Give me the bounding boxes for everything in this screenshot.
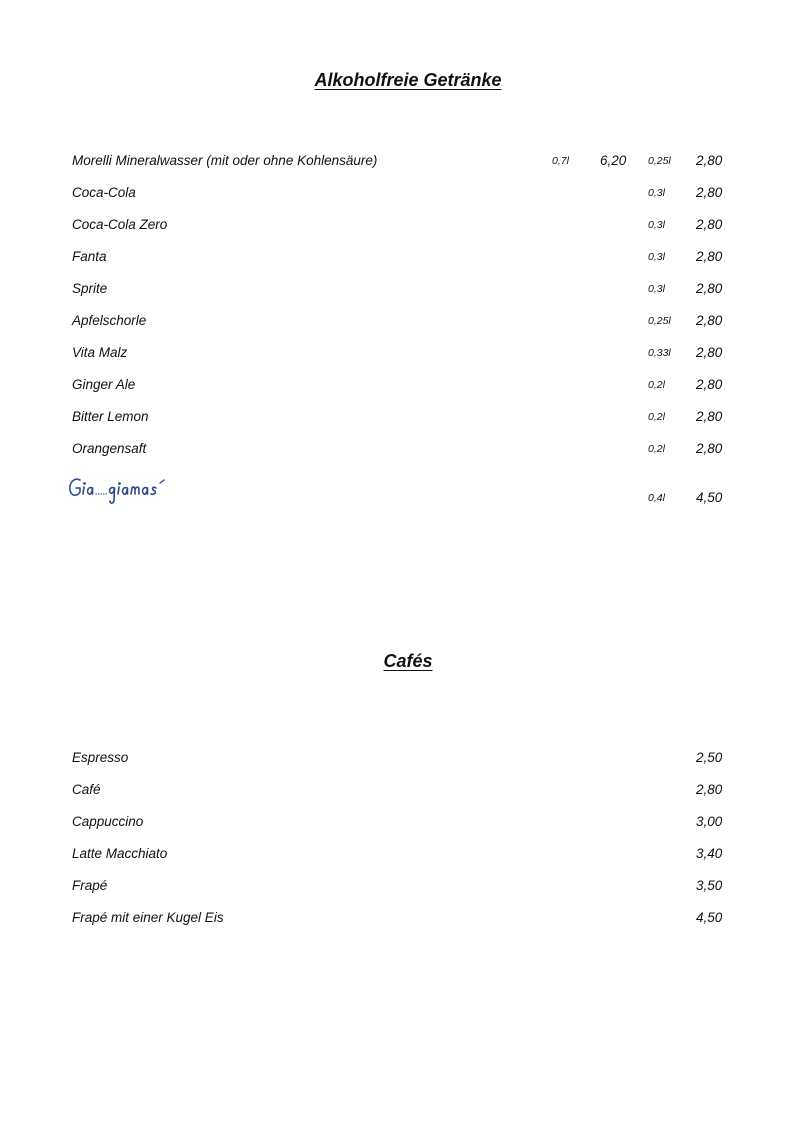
- menu-item-volume: 0,3l: [648, 283, 665, 295]
- menu-item-price: 4,50: [696, 490, 723, 505]
- menu-item-volume: 0,25l: [648, 315, 671, 327]
- menu-item-price: 2,80: [696, 345, 723, 360]
- section-title-alkoholfreie-getraenke: Alkoholfreie Getränke: [314, 70, 502, 90]
- menu-item-price: 2,80: [696, 185, 723, 200]
- menu-item-row: [72, 782, 732, 802]
- menu-item-row: [72, 153, 732, 173]
- menu-item-row: [72, 217, 732, 237]
- menu-item-volume: 0,2l: [648, 443, 665, 455]
- menu-item-name: Orangensaft: [72, 441, 147, 456]
- menu-item-name: Sprite: [72, 281, 108, 296]
- menu-item-price: 4,50: [696, 910, 723, 925]
- menu-item-name: Latte Macchiato: [72, 846, 168, 861]
- menu-item-volume: 0,33l: [648, 347, 671, 359]
- menu-item-volume: 0,3l: [648, 187, 665, 199]
- menu-item-row: [72, 249, 732, 269]
- menu-item-price: 2,80: [696, 782, 723, 797]
- menu-item-row: [72, 377, 732, 397]
- menu-item-name: Morelli Mineralwasser (mit oder ohne Kohlensäure): [72, 153, 378, 168]
- menu-item-price: 2,80: [696, 313, 723, 328]
- menu-item-row: [72, 281, 732, 301]
- menu-item-price: 2,80: [696, 377, 723, 392]
- menu-item-row: [72, 345, 732, 365]
- menu-item-price: 3,00: [696, 814, 723, 829]
- menu-item-name: Coca-Cola: [72, 185, 136, 200]
- menu-item-row-logo: [72, 490, 732, 510]
- menu-item-price: 2,80: [696, 281, 723, 296]
- menu-item-volume: 0,25l: [648, 155, 671, 167]
- menu-item-row: [72, 441, 732, 461]
- menu-item-row: [72, 313, 732, 333]
- menu-item-price: 2,80: [696, 217, 723, 232]
- menu-item-row: [72, 814, 732, 834]
- menu-item-price: 2,80: [696, 441, 723, 456]
- menu-item-row: [72, 846, 732, 866]
- menu-item-volume: 0,3l: [648, 251, 665, 263]
- menu-item-price: 2,80: [696, 249, 723, 264]
- menu-item-row: [72, 750, 732, 770]
- menu-item-name: Fanta: [72, 249, 107, 264]
- menu-item-name: Vita Malz: [72, 345, 128, 360]
- menu-item-volume: 0,2l: [648, 379, 665, 391]
- menu-item-row: [72, 878, 732, 898]
- menu-item-name: Frapé: [72, 878, 108, 893]
- menu-item-price: 2,80: [696, 153, 723, 168]
- menu-item-name: Frapé mit einer Kugel Eis: [72, 910, 224, 925]
- menu-item-name: Café: [72, 782, 101, 797]
- menu-item-name: Coca-Cola Zero: [72, 217, 168, 232]
- menu-item-price-large: 6,20: [600, 153, 627, 168]
- menu-item-volume: 0,3l: [648, 219, 665, 231]
- menu-item-row: [72, 185, 732, 205]
- menu-item-name: Cappuccino: [72, 814, 144, 829]
- menu-item-price: 3,40: [696, 846, 723, 861]
- menu-item-name: Ginger Ale: [72, 377, 136, 392]
- menu-item-price: 2,50: [696, 750, 723, 765]
- menu-item-row: [72, 409, 732, 429]
- menu-item-volume: 0,4l: [648, 492, 665, 504]
- menu-item-name: Apfelschorle: [72, 313, 147, 328]
- menu-item-volume: 0,2l: [648, 411, 665, 423]
- section-title-cafes: Cafés: [383, 651, 433, 671]
- menu-item-name: Bitter Lemon: [72, 409, 149, 424]
- menu-item-price: 3,50: [696, 878, 723, 893]
- menu-item-price: 2,80: [696, 409, 723, 424]
- menu-item-row: [72, 910, 732, 930]
- menu-item-volume-large: 0,7l: [552, 155, 569, 167]
- menu-item-name: Espresso: [72, 750, 129, 765]
